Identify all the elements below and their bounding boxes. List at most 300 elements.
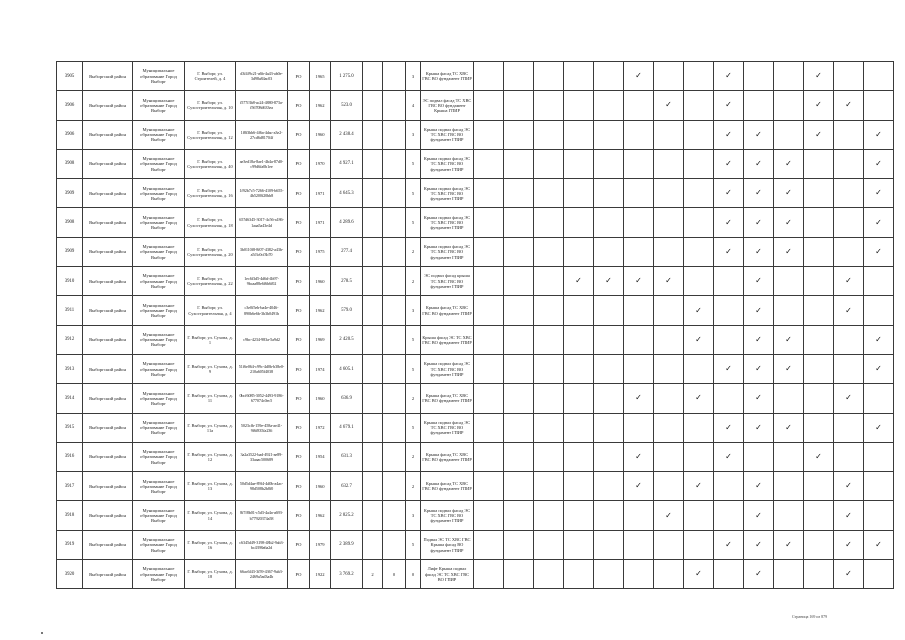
- municipality-cell: Муниципальное образование Город Выборг: [133, 179, 185, 208]
- work-check-cell: [534, 179, 564, 208]
- checkmark-icon: ✓: [665, 276, 672, 286]
- work-check-cell: [564, 91, 594, 120]
- work-check-cell: [564, 560, 594, 589]
- municipality-cell: Муниципальное образование Город Выборг: [133, 413, 185, 442]
- work-check-cell: [684, 325, 714, 354]
- work-check-cell: [474, 267, 504, 296]
- build-year-cell: 1971: [310, 208, 331, 237]
- floors-cell: [363, 501, 383, 530]
- district-cell: Выборгский район: [83, 413, 133, 442]
- work-check-cell: [834, 120, 864, 149]
- checkmark-icon: ✓: [755, 246, 762, 256]
- checkmark-icon: ✓: [785, 364, 792, 374]
- area-cell: 523.0: [331, 91, 363, 120]
- area-cell: 4 645.3: [331, 179, 363, 208]
- row-number: 3906: [57, 120, 83, 149]
- work-check-cell: [594, 384, 624, 413]
- build-year-cell: 1969: [310, 325, 331, 354]
- residents-cell: 0: [383, 560, 406, 589]
- checkmark-icon: ✓: [845, 276, 852, 286]
- work-check-cell: [744, 560, 774, 589]
- work-check-cell: [834, 442, 864, 471]
- work-check-cell: [564, 179, 594, 208]
- work-check-cell: [864, 296, 894, 325]
- build-year-cell: 1972: [310, 413, 331, 442]
- floors-cell: [363, 208, 383, 237]
- work-check-cell: [534, 62, 564, 91]
- table-row: [57, 442, 894, 471]
- work-check-cell: [684, 296, 714, 325]
- municipality-cell: Муниципальное образование Город Выборг: [133, 62, 185, 91]
- work-check-cell: [804, 208, 834, 237]
- checkmark-icon: ✓: [755, 276, 762, 286]
- work-check-cell: [654, 325, 684, 354]
- works-list-cell: ЭС подвал фасад крыша ТС ХВС ГВС ВО фундамент ГПИР: [421, 267, 474, 296]
- works-list-cell: Крыша фасад ЭС ТС ХВС ГВС ВО фундамент ГПИР: [421, 325, 474, 354]
- work-check-cell: [654, 91, 684, 120]
- work-check-cell: [864, 354, 894, 383]
- work-check-cell: [564, 208, 594, 237]
- work-check-cell: [774, 91, 804, 120]
- work-check-cell: [474, 179, 504, 208]
- work-check-cell: [774, 267, 804, 296]
- address-cell: Г. Выборг, ул. Сухостроительная, д. 16: [185, 179, 236, 208]
- address-cell: Г. Выборг, ул. Сухова, д. 11: [185, 384, 236, 413]
- work-check-cell: [564, 472, 594, 501]
- guid-cell: 3a2a3522-bad-4921-ae89-33aaac500689: [236, 442, 288, 471]
- work-check-cell: [744, 325, 774, 354]
- work-check-cell: [774, 413, 804, 442]
- work-check-cell: [774, 120, 804, 149]
- floors-cell: [363, 413, 383, 442]
- work-check-cell: [834, 530, 864, 559]
- work-check-cell: [744, 237, 774, 266]
- work-check-cell: [804, 560, 834, 589]
- work-check-cell: [564, 237, 594, 266]
- floors-cell: [363, 472, 383, 501]
- build-year-cell: 1922: [310, 560, 331, 589]
- checkmark-icon: ✓: [725, 129, 732, 139]
- work-check-cell: [774, 237, 804, 266]
- works-list-cell: Подвал ЭС ТС ХВС ГВС Крыша фасад ВО фундамент ГПИР: [421, 530, 474, 559]
- work-check-cell: [624, 560, 654, 589]
- municipality-cell: Муниципальное образование Город Выборг: [133, 325, 185, 354]
- build-year-cell: 1960: [310, 267, 331, 296]
- work-check-cell: [774, 354, 804, 383]
- work-check-cell: [474, 296, 504, 325]
- build-year-cell: 1960: [310, 384, 331, 413]
- table-row: [57, 149, 894, 178]
- work-check-cell: [534, 354, 564, 383]
- work-check-cell: [594, 208, 624, 237]
- work-check-cell: [744, 530, 774, 559]
- row-number: 3917: [57, 472, 83, 501]
- residents-cell: [383, 354, 406, 383]
- district-cell: Выборгский район: [83, 179, 133, 208]
- work-check-cell: [654, 149, 684, 178]
- district-cell: Выборгский район: [83, 149, 133, 178]
- work-check-cell: [594, 296, 624, 325]
- work-check-cell: [654, 530, 684, 559]
- work-check-cell: [774, 208, 804, 237]
- guid-cell: f577f3b8-ac24-4880-873a-f56708d633ea: [236, 91, 288, 120]
- work-check-cell: [624, 237, 654, 266]
- build-year-cell: 1962: [310, 296, 331, 325]
- fund-form-cell: РО: [288, 91, 310, 120]
- row-number: 3908: [57, 208, 83, 237]
- work-check-cell: [624, 267, 654, 296]
- work-check-cell: [864, 530, 894, 559]
- work-check-cell: [534, 120, 564, 149]
- work-check-cell: [864, 442, 894, 471]
- work-check-cell: [714, 62, 744, 91]
- works-count-cell: 5: [406, 530, 421, 559]
- work-check-cell: [594, 354, 624, 383]
- work-check-cell: [654, 472, 684, 501]
- checkmark-icon: ✓: [875, 422, 882, 432]
- works-list-cell: ЭС подвал фасад ТС ХВС ГВС ВО фундамент Крыша ГПИР: [421, 91, 474, 120]
- floors-cell: [363, 149, 383, 178]
- checkmark-icon: ✓: [695, 305, 702, 315]
- row-number: 3905: [57, 62, 83, 91]
- district-cell: Выборгский район: [83, 472, 133, 501]
- works-list-cell: Крыша фасад ТС ХВС ГВС ВО фундамент ГПИР: [421, 472, 474, 501]
- residents-cell: [383, 91, 406, 120]
- work-check-cell: [564, 62, 594, 91]
- work-check-cell: [804, 237, 834, 266]
- fund-form-cell: РО: [288, 413, 310, 442]
- guid-cell: 8f7f8b01-c5d3-4a4a-a693-b77920374a58: [236, 501, 288, 530]
- build-year-cell: 1962: [310, 91, 331, 120]
- work-check-cell: [594, 179, 624, 208]
- work-check-cell: [534, 501, 564, 530]
- work-check-cell: [474, 325, 504, 354]
- work-check-cell: [864, 560, 894, 589]
- works-list-cell: Крыша подвал фасад ЭС ТС ХВС ГВС ВО фундамент ГПИР: [421, 149, 474, 178]
- fund-form-cell: РО: [288, 149, 310, 178]
- checkmark-icon: ✓: [815, 129, 822, 139]
- works-list-cell: Крыша подвал фасад ЭС ТС ХВС ГВС ВО фундамент ГПИР: [421, 208, 474, 237]
- work-check-cell: [684, 208, 714, 237]
- work-check-cell: [804, 179, 834, 208]
- work-check-cell: [564, 501, 594, 530]
- checkmark-icon: ✓: [695, 334, 702, 344]
- works-count-cell: 5: [406, 325, 421, 354]
- area-cell: 2 420.5: [331, 325, 363, 354]
- table-row: [57, 267, 894, 296]
- work-check-cell: [834, 296, 864, 325]
- checkmark-icon: ✓: [635, 393, 642, 403]
- area-cell: 4 679.1: [331, 413, 363, 442]
- residents-cell: [383, 296, 406, 325]
- work-check-cell: [594, 560, 624, 589]
- work-check-cell: [774, 149, 804, 178]
- works-count-cell: 2: [406, 237, 421, 266]
- residents-cell: [383, 120, 406, 149]
- guid-cell: 0bcf6085-3052-4493-9186-677074c0ec5: [236, 384, 288, 413]
- work-check-cell: [714, 237, 744, 266]
- work-check-cell: [744, 149, 774, 178]
- table-row: [57, 384, 894, 413]
- build-year-cell: 1971: [310, 179, 331, 208]
- area-cell: 1 275.0: [331, 62, 363, 91]
- work-check-cell: [534, 208, 564, 237]
- works-count-cell: 5: [406, 149, 421, 178]
- work-check-cell: [744, 413, 774, 442]
- address-cell: Г. Выборг, ул. Сухова, д. 9: [185, 354, 236, 383]
- address-cell: Г. Выборг, ул. Сухова, д. 11а: [185, 413, 236, 442]
- work-check-cell: [504, 149, 534, 178]
- work-check-cell: [804, 325, 834, 354]
- area-cell: 2 389.9: [331, 530, 363, 559]
- guid-cell: 3b0110f8-8f07-4382-a43b-a5f3c0cf3b70: [236, 237, 288, 266]
- guid-cell: 50d5d4ae-89f4-4d0b-a4ac-98d508b2b8f0: [236, 472, 288, 501]
- work-check-cell: [564, 267, 594, 296]
- address-cell: Г. Выборг, ул. Сухова, д. 1: [185, 325, 236, 354]
- table-row: [57, 91, 894, 120]
- checkmark-icon: ✓: [785, 246, 792, 256]
- address-cell: Г. Выборг, ул. Сухостроительная, д. 4: [185, 296, 236, 325]
- checkmark-icon: ✓: [875, 334, 882, 344]
- build-year-cell: 1954: [310, 442, 331, 471]
- work-check-cell: [744, 91, 774, 120]
- work-check-cell: [864, 208, 894, 237]
- address-cell: Г. Выборг, ул. Строителей, д. 4: [185, 62, 236, 91]
- work-check-cell: [864, 149, 894, 178]
- work-check-cell: [684, 354, 714, 383]
- checkmark-icon: ✓: [755, 334, 762, 344]
- build-year-cell: 1962: [310, 501, 331, 530]
- work-check-cell: [504, 560, 534, 589]
- guid-cell: c3e0f5eb-ba4e-4046-890b6e6b-3b3b0491b: [236, 296, 288, 325]
- work-check-cell: [474, 91, 504, 120]
- checkmark-icon: ✓: [635, 481, 642, 491]
- work-check-cell: [564, 296, 594, 325]
- work-check-cell: [684, 501, 714, 530]
- checkmark-icon: ✓: [845, 393, 852, 403]
- fund-form-cell: РО: [288, 179, 310, 208]
- work-check-cell: [864, 179, 894, 208]
- works-count-cell: 3: [406, 62, 421, 91]
- checkmark-icon: ✓: [725, 71, 732, 81]
- checkmark-icon: ✓: [665, 100, 672, 110]
- work-check-cell: [594, 325, 624, 354]
- floors-cell: [363, 442, 383, 471]
- checkmark-icon: ✓: [755, 159, 762, 169]
- guid-cell: 1f8f3bb6-4f6a-4dac-a3e2-27cd6d81704f: [236, 120, 288, 149]
- fund-form-cell: РО: [288, 354, 310, 383]
- residents-cell: [383, 237, 406, 266]
- work-check-cell: [534, 560, 564, 589]
- work-check-cell: [474, 62, 504, 91]
- residents-cell: [383, 267, 406, 296]
- table-row: [57, 179, 894, 208]
- checkmark-icon: ✓: [695, 569, 702, 579]
- municipality-cell: Муниципальное образование Город Выборг: [133, 560, 185, 589]
- work-check-cell: [534, 413, 564, 442]
- work-check-cell: [714, 325, 744, 354]
- area-cell: 4 605.1: [331, 354, 363, 383]
- checkmark-icon: ✓: [785, 539, 792, 549]
- table-row: [57, 325, 894, 354]
- work-check-cell: [474, 560, 504, 589]
- work-check-cell: [684, 413, 714, 442]
- work-check-cell: [624, 179, 654, 208]
- floors-cell: [363, 530, 383, 559]
- work-check-cell: [684, 62, 714, 91]
- work-check-cell: [534, 442, 564, 471]
- work-check-cell: [864, 91, 894, 120]
- district-cell: Выборгский район: [83, 325, 133, 354]
- work-check-cell: [804, 472, 834, 501]
- municipality-cell: Муниципальное образование Город Выборг: [133, 296, 185, 325]
- municipality-cell: Муниципальное образование Город Выборг: [133, 530, 185, 559]
- table-row: [57, 296, 894, 325]
- work-check-cell: [594, 237, 624, 266]
- work-check-cell: [474, 501, 504, 530]
- works-count-cell: 2: [406, 472, 421, 501]
- work-check-cell: [504, 530, 534, 559]
- work-check-cell: [804, 149, 834, 178]
- municipality-cell: Муниципальное образование Город Выборг: [133, 208, 185, 237]
- checkmark-icon: ✓: [875, 159, 882, 169]
- fund-form-cell: РО: [288, 237, 310, 266]
- address-cell: Г. Выборг, ул. Сухостроительная, д. 10: [185, 91, 236, 120]
- work-check-cell: [834, 62, 864, 91]
- work-check-cell: [504, 62, 534, 91]
- work-check-cell: [834, 237, 864, 266]
- district-cell: Выборгский район: [83, 208, 133, 237]
- checkmark-icon: ✓: [725, 539, 732, 549]
- work-check-cell: [774, 179, 804, 208]
- address-cell: Г. Выборг, ул. Сухостроительная, д. 12: [185, 120, 236, 149]
- residents-cell: [383, 472, 406, 501]
- work-check-cell: [504, 354, 534, 383]
- floors-cell: [363, 296, 383, 325]
- work-check-cell: [564, 149, 594, 178]
- works-list-cell: Крыша подвал фасад ЭС ТС ХВС ГВС ВО фундамент ГПИР: [421, 501, 474, 530]
- work-check-cell: [834, 413, 864, 442]
- guid-cell: 657d6345-3017-4c56-a186-1aaa5a43e4d: [236, 208, 288, 237]
- work-check-cell: [564, 442, 594, 471]
- checkmark-icon: ✓: [815, 71, 822, 81]
- work-check-cell: [744, 208, 774, 237]
- municipality-cell: Муниципальное образование Город Выборг: [133, 237, 185, 266]
- works-list-cell: Крыша подвал фасад ЭС ТС ХВС ГВС ВО фундамент ГПИР: [421, 354, 474, 383]
- work-check-cell: [864, 62, 894, 91]
- district-cell: Выборгский район: [83, 91, 133, 120]
- work-check-cell: [504, 91, 534, 120]
- work-check-cell: [744, 472, 774, 501]
- work-check-cell: [774, 530, 804, 559]
- work-check-cell: [744, 62, 774, 91]
- municipality-cell: Муниципальное образование Город Выборг: [133, 91, 185, 120]
- build-year-cell: 1975: [310, 237, 331, 266]
- work-check-cell: [474, 149, 504, 178]
- fund-form-cell: РО: [288, 296, 310, 325]
- work-check-cell: [594, 472, 624, 501]
- work-check-cell: [684, 91, 714, 120]
- work-check-cell: [534, 237, 564, 266]
- table-row: [57, 501, 894, 530]
- work-check-cell: [834, 501, 864, 530]
- guid-cell: 51f6e064-c99c-4d0b-b38e0-210a605f4038: [236, 354, 288, 383]
- municipality-cell: Муниципальное образование Город Выборг: [133, 354, 185, 383]
- checkmark-icon: ✓: [845, 539, 852, 549]
- checkmark-icon: ✓: [845, 481, 852, 491]
- work-check-cell: [594, 501, 624, 530]
- address-cell: Г. Выборг, ул. Сухова, д. 16: [185, 530, 236, 559]
- work-check-cell: [654, 62, 684, 91]
- area-cell: 4 289.6: [331, 208, 363, 237]
- work-check-cell: [474, 120, 504, 149]
- checkmark-icon: ✓: [725, 217, 732, 227]
- works-list-cell: Лифт Крыша подвал фасад ЭС ТС ХВС ГВС ВО ГПИР: [421, 560, 474, 589]
- work-check-cell: [864, 267, 894, 296]
- work-check-cell: [744, 354, 774, 383]
- work-check-cell: [474, 354, 504, 383]
- checkmark-icon: ✓: [725, 422, 732, 432]
- works-count-cell: 3: [406, 296, 421, 325]
- work-check-cell: [534, 384, 564, 413]
- checkmark-icon: ✓: [875, 246, 882, 256]
- checkmark-icon: ✓: [755, 393, 762, 403]
- housing-register-table: [56, 61, 894, 589]
- district-cell: Выборгский район: [83, 296, 133, 325]
- work-check-cell: [834, 354, 864, 383]
- work-check-cell: [864, 384, 894, 413]
- work-check-cell: [714, 296, 744, 325]
- work-check-cell: [714, 91, 744, 120]
- work-check-cell: [684, 560, 714, 589]
- build-year-cell: 1960: [310, 120, 331, 149]
- work-check-cell: [654, 179, 684, 208]
- floors-cell: [363, 237, 383, 266]
- work-check-cell: [714, 354, 744, 383]
- work-check-cell: [564, 413, 594, 442]
- work-check-cell: [684, 384, 714, 413]
- municipality-cell: Муниципальное образование Город Выборг: [133, 501, 185, 530]
- address-cell: Г. Выборг, ул. Сухова, д. 12: [185, 442, 236, 471]
- checkmark-icon: ✓: [815, 452, 822, 461]
- work-check-cell: [564, 325, 594, 354]
- area-cell: 278.5: [331, 267, 363, 296]
- guid-cell: 1ec6f3d5-4d6d-4b97-9bcaa88e6f6b6f02: [236, 267, 288, 296]
- work-check-cell: [564, 120, 594, 149]
- floors-cell: [363, 120, 383, 149]
- guid-cell: c6345d49-3198-48b2-9ab3-bc4398a6a2d: [236, 530, 288, 559]
- work-check-cell: [504, 325, 534, 354]
- work-check-cell: [504, 472, 534, 501]
- row-number: 3912: [57, 325, 83, 354]
- work-check-cell: [654, 501, 684, 530]
- fund-form-cell: РО: [288, 62, 310, 91]
- checkmark-icon: ✓: [785, 159, 792, 169]
- work-check-cell: [804, 501, 834, 530]
- guid-cell: 66ac6f43-3f59-4367-9ab3-2469a5ad3a4b: [236, 560, 288, 589]
- district-cell: Выборгский район: [83, 530, 133, 559]
- address-cell: Г. Выборг, ул. Сухостроительная, д. 18: [185, 208, 236, 237]
- district-cell: Выборгский район: [83, 501, 133, 530]
- work-check-cell: [744, 120, 774, 149]
- checkmark-icon: ✓: [725, 452, 732, 461]
- residents-cell: [383, 179, 406, 208]
- checkmark-icon: ✓: [725, 246, 732, 256]
- works-count-cell: 0: [406, 560, 421, 589]
- district-cell: Выборгский район: [83, 384, 133, 413]
- checkmark-icon: ✓: [875, 129, 882, 139]
- work-check-cell: [804, 530, 834, 559]
